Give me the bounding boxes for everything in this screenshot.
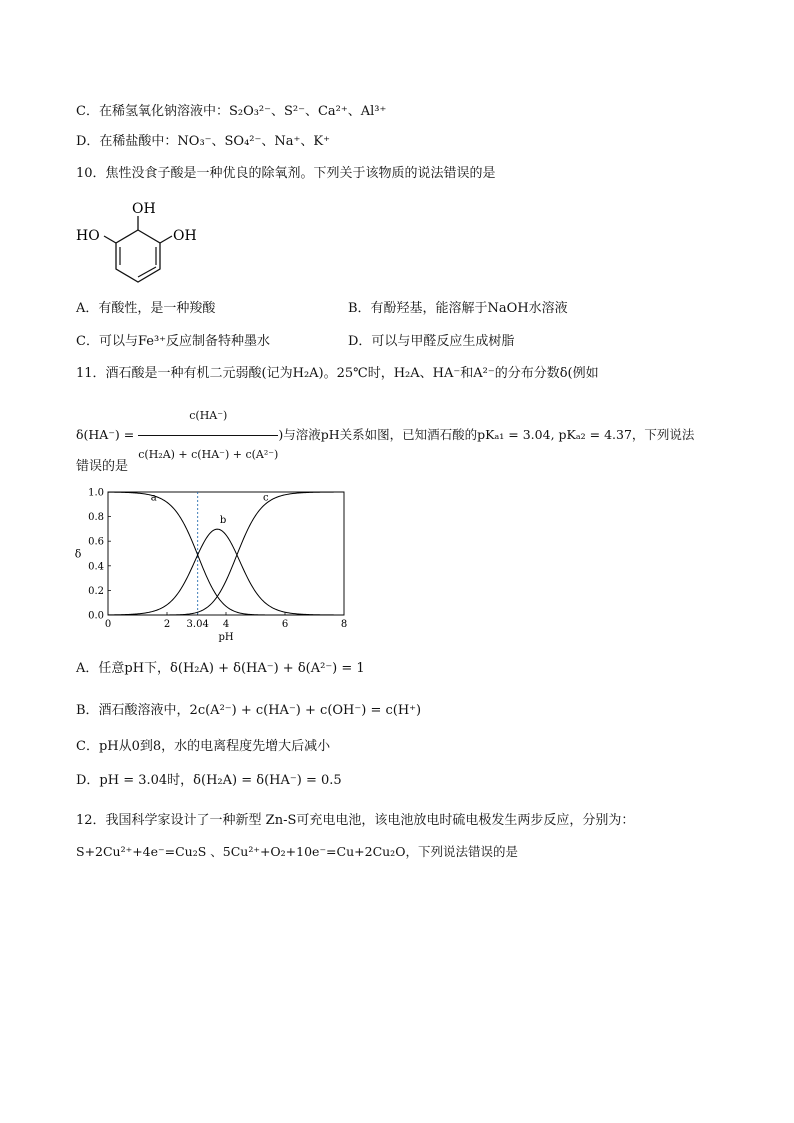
y-tick-label: 1.0: [88, 487, 104, 499]
chart-labels: [151, 493, 269, 526]
y-tick-label: 0.8: [88, 512, 104, 524]
q11-option-c: C．pH从0到8，水的电离程度先增大后减小: [76, 739, 331, 754]
formula-denominator: c(H₂A) + c(HA⁻) + c(A²⁻): [138, 448, 279, 461]
curve-label-c: c: [263, 492, 269, 504]
y-tick-label: 0.2: [88, 585, 104, 597]
q11-stem-line2: 错误的是: [76, 459, 129, 474]
x-tick-label: 0: [104, 619, 112, 630]
pyrogallol-structure: [70, 196, 210, 292]
formula-rest: )与溶液pH关系如图，已知酒石酸的pKₐ₁ = 3.04, pKₐ₂ = 4.37，下列说法: [278, 427, 695, 442]
q11-option-d: D．pH = 3.04时，δ(H₂A) = δ(HA⁻) = 0.5: [76, 773, 342, 788]
q11-formula-line: [76, 398, 694, 473]
distribution-chart: [66, 482, 366, 642]
curve-c: [108, 492, 344, 615]
q12-stem-line1: 12．我国科学家设计了一种新型 Zn-S可充电电池，该电池放电时硫电极发生两步反应，分别为：: [76, 813, 635, 828]
x-tick-label: 2: [163, 619, 171, 630]
x-tick-label: 6: [281, 619, 289, 630]
oh-top-label: OH: [132, 201, 156, 217]
q9-option-c: C．在稀氢氧化钠溶液中：S₂O₃²⁻、S²⁻、Ca²⁺、Al³⁺: [76, 104, 387, 119]
formula-fraction: [138, 398, 278, 473]
x-tick-label: 3.04: [186, 619, 209, 630]
q11-option-b: B．酒石酸溶液中，2c(A²⁻) + c(HA⁻) + c(OH⁻) = c(H⁺): [76, 703, 422, 718]
q10-option-b: B．有酚羟基，能溶解于NaOH水溶液: [348, 301, 568, 316]
oh-right-label: OH: [173, 228, 197, 244]
q10-stem: 10．焦性没食子酸是一种优良的除氧剂。下列关于该物质的说法错误的是: [76, 166, 496, 181]
q10-option-a: A．有酸性，是一种羧酸: [76, 301, 216, 316]
formula-lhs: δ(HA⁻) =: [76, 427, 135, 442]
oh-left-label: HO: [76, 228, 100, 244]
q11-stem-line1: 11．酒石酸是一种有机二元弱酸(记为H₂A)。25℃时，H₂A、HA⁻和A²⁻的分布分数δ(例如: [76, 366, 599, 381]
curve-a: [108, 492, 344, 615]
x-axis-label: pH: [218, 632, 234, 642]
curve-label-a: a: [150, 492, 157, 504]
q11-option-a: A．任意pH下，δ(H₂A) + δ(HA⁻) + δ(A²⁻) = 1: [76, 661, 365, 676]
y-tick-label: 0.0: [88, 610, 104, 622]
q9-option-d: D．在稀盐酸中：NO₃⁻、SO₄²⁻、Na⁺、K⁺: [76, 134, 330, 149]
plot-frame: [108, 492, 344, 615]
x-tick-label: 8: [340, 619, 348, 630]
curve-b: [108, 529, 344, 615]
chart-axes: [75, 488, 348, 643]
chart-curves: [108, 492, 344, 615]
y-axis-label: δ: [74, 547, 82, 561]
q12-stem-line2: S+2Cu²⁺+4e⁻=Cu₂S 、5Cu²⁺+O₂+10e⁻=Cu+2Cu₂O，下列说法错误的是: [76, 844, 518, 859]
formula-numerator: c(HA⁻): [138, 398, 278, 436]
curve-label-b: b: [219, 514, 227, 526]
x-tick-label: 4: [222, 619, 230, 630]
q10-option-c: C．可以与Fe³⁺反应制备特种墨水: [76, 334, 271, 349]
y-tick-label: 0.6: [88, 536, 104, 548]
y-tick-label: 0.4: [88, 561, 104, 573]
q10-option-d: D．可以与甲醛反应生成树脂: [348, 334, 515, 349]
